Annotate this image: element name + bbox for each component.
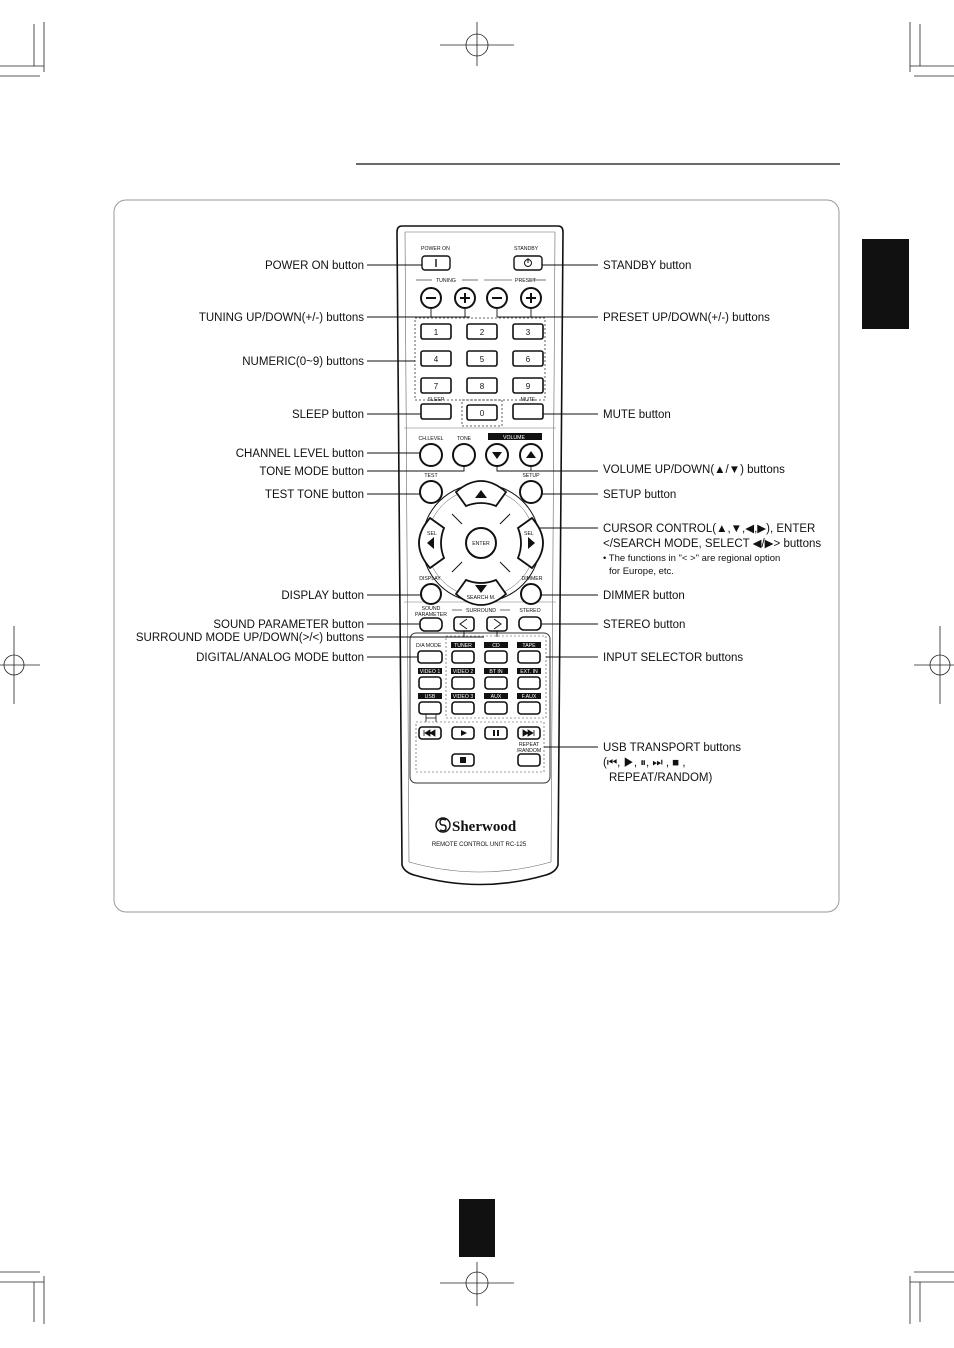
label-preset: PRESET UP/DOWN(+/-) buttons [603, 312, 770, 324]
key-parameter-label: PARAMETER [415, 612, 447, 618]
label-tuning: TUNING UP/DOWN(+/-) buttons [198, 312, 364, 324]
remote-control [397, 226, 563, 885]
input-label-aux: AUX [490, 694, 502, 700]
num-key-6-label: 6 [525, 355, 531, 364]
chapter-tab [862, 239, 909, 329]
usb-prev-key[interactable] [419, 727, 441, 739]
label-cursor-line1: CURSOR CONTROL(▲,▼,◀,▶), ENTER [603, 523, 816, 535]
label-sound-parameter: SOUND PARAMETER button [213, 619, 364, 631]
setup-key[interactable] [520, 481, 542, 503]
input-key-bt-in[interactable] [485, 677, 507, 689]
volume-down-key[interactable] [486, 444, 508, 466]
label-surround-mode: SURROUND MODE UP/DOWN(>/<) buttons [135, 632, 364, 644]
dimmer-key[interactable] [521, 584, 541, 604]
label-usb-line1: USB TRANSPORT buttons [603, 742, 742, 754]
repeat-random-key[interactable] [518, 754, 540, 766]
input-key-usb[interactable] [419, 702, 441, 714]
num-key-8-label: 8 [479, 382, 485, 391]
ch-level-key[interactable] [420, 444, 442, 466]
tuning-down-key[interactable] [421, 288, 441, 308]
label-standby: STANDBY button [603, 260, 692, 272]
preset-down-key[interactable] [487, 288, 507, 308]
input-key-video3[interactable] [452, 702, 474, 714]
usb-next-key[interactable] [518, 727, 540, 739]
brand-name: Sherwood [452, 819, 517, 835]
label-digital-analog: DIGITAL/ANALOG MODE button [196, 652, 364, 664]
label-test-tone: TEST TONE button [264, 489, 364, 501]
input-label-f-aux: F.AUX [521, 694, 537, 700]
input-label-tuner: TUNER [454, 643, 472, 649]
num-key-9-label: 9 [525, 382, 531, 391]
test-tone-key[interactable] [420, 481, 442, 503]
key-volume-label: VOLUME [503, 435, 525, 441]
input-label-video3: VIDEO 3 [452, 694, 474, 700]
label-tone-mode: TONE MODE button [259, 466, 364, 478]
label-input-selector: INPUT SELECTOR buttons [603, 652, 744, 664]
key-search-label: SEARCH M. [466, 595, 496, 601]
input-key-tape[interactable] [518, 651, 540, 663]
label-cursor-note2: for Europe, etc. [609, 566, 674, 577]
mute-key[interactable] [513, 404, 543, 419]
num-key-2-label: 2 [479, 328, 485, 337]
input-label-tape: TAPE [522, 643, 536, 649]
key-dimmer-label: DIMMER [521, 576, 543, 582]
num-key-7-label: 7 [433, 382, 439, 391]
label-setup: SETUP button [603, 489, 677, 501]
input-label-bt-in: BT IN [489, 669, 503, 675]
volume-up-key[interactable] [520, 444, 542, 466]
num-key-5-label: 5 [479, 355, 485, 364]
tuning-up-key[interactable] [455, 288, 475, 308]
label-usb-line3: REPEAT/RANDOM) [609, 772, 713, 784]
key-test-label: TEST [424, 473, 438, 479]
key-mute-label: MUTE [520, 397, 536, 403]
input-key-ext-in[interactable] [518, 677, 540, 689]
key-tone-label: TONE [456, 436, 472, 442]
key-ch-level-label: CH.LEVEL [418, 436, 444, 442]
num-key-4-label: 4 [433, 355, 439, 364]
input-label-usb: USB [424, 694, 436, 700]
label-usb-line2: (⏮, ▶, ⏸, ⏭ , ■ , [603, 757, 686, 769]
input-key-f-aux[interactable] [518, 702, 540, 714]
num-key-1-label: 1 [433, 328, 439, 337]
numeric-keys [421, 324, 543, 393]
registration-target-left [0, 626, 40, 704]
page-number-block [459, 1199, 495, 1257]
key-display-label: DISPLAY [419, 576, 441, 582]
tone-key[interactable] [453, 444, 475, 466]
surround-up-key[interactable] [487, 617, 507, 631]
input-key-tuner[interactable] [452, 651, 474, 663]
key-setup-label: SETUP [522, 473, 540, 479]
label-numeric: NUMERIC(0~9) buttons [242, 356, 364, 368]
key-standby-label: STANDBY [514, 246, 539, 252]
label-channel-level: CHANNEL LEVEL button [235, 448, 364, 460]
surround-down-key[interactable] [454, 617, 474, 631]
usb-play-key[interactable] [452, 727, 474, 739]
da-mode-key[interactable] [418, 651, 442, 663]
input-label-cd: CD [492, 643, 500, 649]
num-key-0-label: 0 [479, 409, 485, 418]
input-label-ext-in: EXT. IN [520, 669, 538, 675]
key-stereo-label: STEREO [519, 608, 541, 614]
label-power-on: POWER ON button [264, 260, 364, 272]
preset-up-key[interactable] [521, 288, 541, 308]
key-sel-right-label: SEL [524, 531, 534, 537]
key-sleep-label: SLEEP [427, 397, 445, 403]
registration-target-right [914, 626, 954, 704]
label-cursor-line2: </SEARCH MODE, SELECT ◀/▶> buttons [603, 538, 822, 550]
sherwood-logo-icon [436, 818, 450, 832]
label-stereo: STEREO button [603, 619, 686, 631]
key-da-mode-label: D/A MODE [416, 643, 442, 649]
label-sleep: SLEEP button [291, 409, 364, 421]
key-power-on-label: POWER ON [421, 246, 450, 252]
usb-pause-key[interactable] [485, 727, 507, 739]
input-key-aux[interactable] [485, 702, 507, 714]
sound-parameter-key[interactable] [420, 618, 442, 631]
stereo-key[interactable] [519, 617, 541, 630]
label-volume: VOLUME UP/DOWN(▲/▼) buttons [603, 464, 785, 476]
label-mute: MUTE button [603, 409, 671, 421]
key-sel-left-label: SEL [427, 531, 437, 537]
label-display: DISPLAY button [281, 590, 364, 602]
label-dimmer: DIMMER button [603, 590, 685, 602]
input-label-video1: VIDEO 1 [419, 669, 441, 675]
label-cursor-note1: • The functions in "< >" are regional option [603, 553, 781, 564]
key-tuning-label: TUNING [436, 278, 456, 284]
display-key[interactable] [421, 584, 441, 604]
key-enter-label: ENTER [472, 541, 490, 547]
num-key-3-label: 3 [525, 328, 531, 337]
key-sound-label: SOUND [421, 606, 441, 612]
input-label-video2: VIDEO 2 [452, 669, 474, 675]
key-repeat-label: REPEAT [518, 742, 540, 748]
key-surround-label: SURROUND [466, 608, 496, 614]
model-name: REMOTE CONTROL UNIT RC-125 [431, 842, 527, 848]
input-key-video1[interactable] [419, 677, 441, 689]
registration-target-top [440, 22, 514, 66]
key-random-label: /RANDOM [516, 748, 542, 754]
input-key-video2[interactable] [452, 677, 474, 689]
input-key-cd[interactable] [485, 651, 507, 663]
sleep-key[interactable] [421, 404, 451, 419]
usb-stop-key[interactable] [452, 754, 474, 766]
registration-target-bottom [440, 1262, 514, 1306]
key-preset-label: PRESET [515, 278, 536, 284]
